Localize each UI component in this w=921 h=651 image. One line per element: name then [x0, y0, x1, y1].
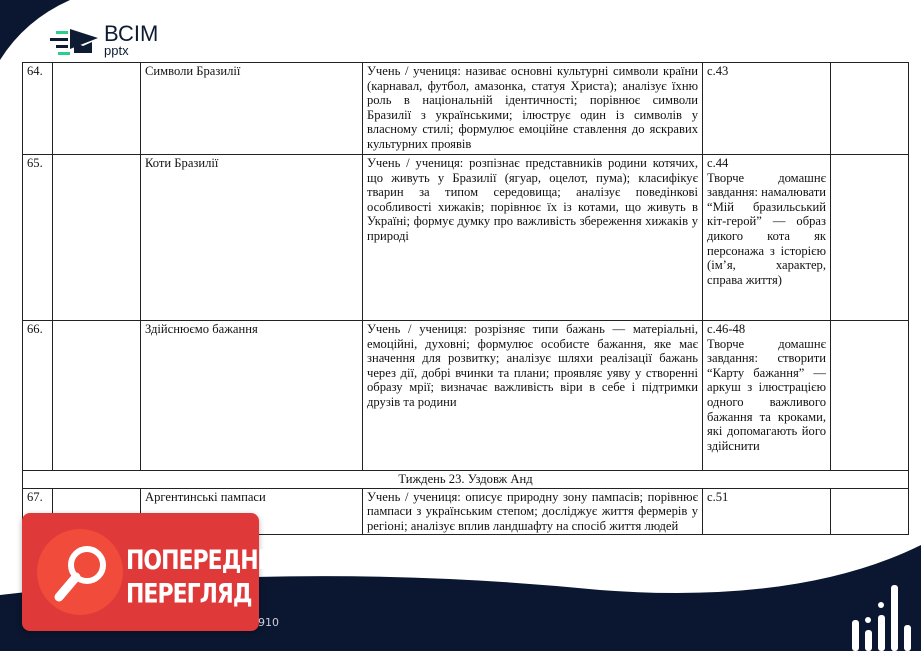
lesson-page: с.51 — [703, 488, 831, 535]
lesson-page: с.46-48 Творче домашнє завдання: створити “Карту бажання” — аркуш з ілюстрацією одного важливого бажання та кроками, які допомагають його здійснити — [703, 321, 831, 471]
table-row — [23, 155, 909, 321]
lesson-topic: Символи Бразилії — [141, 63, 363, 155]
homework-task: Творче домашнє завдання: створити “Карту бажання” — аркуш з ілюстрацією одного важливого бажання та кроками, які допомагають його здійснити — [707, 336, 826, 453]
lesson-page: с.44 Творче домашнє завдання: намалювати “Мій бразильський кіт-герой” — образ дикого кота як персонажа з історією (ім’я, характер, справа життя) — [703, 155, 831, 321]
preview-line-1: ПОПЕРЕДНІЙ — [126, 546, 283, 577]
lesson-number: 66. — [23, 321, 53, 471]
lesson-page: с.43 — [703, 63, 831, 155]
lesson-outcomes: Учень / учениця: описує природну зону пампасів; порівнює пампаси з українським степом; досліджує життя фермерів у регіоні; аналізує вплив ландшафту на спосіб життя людей — [363, 488, 703, 535]
preview-line-2: ПЕРЕГЛЯД — [126, 579, 252, 610]
lesson-outcomes: Учень / учениця: розпізнає представників родини котячих, що живуть у Бразилії (ягуар, оцелот, пума); класифікує тварин за типом середовища; аналізує поведінкові особливості хижаків; порівнює їх із котами, що живуть в Україні; формує думку про важливість збереження хижаків у природі — [363, 155, 703, 321]
lesson-number: 65. — [23, 155, 53, 321]
lesson-number: 64. — [23, 63, 53, 155]
week-header-row — [23, 471, 909, 489]
logo — [48, 21, 159, 58]
table-row — [23, 321, 909, 471]
lesson-outcomes: Учень / учениця: розрізняє типи бажань — матеріальні, емоційні, духовні; формулює особисте бажання, яке має значення для розвитку; аналізує шляхи реалізації бажань через дії, добрі вчинки та плани; проявляє уяву у створенні образу мрії; визначає важливість віри в себе і підтримки друзів та родини — [363, 321, 703, 471]
lesson-topic: Аргентинські пампаси — [141, 488, 363, 535]
lesson-outcomes: Учень / учениця: називає основні культурні символи країни (карнавал, футбол, амазонка, статуя Христа); аналізує їхню роль в національній ідентичності; порівнює символи Бразилії з українськими; ілюструє один із символів у власному стилі; формулює емоційне ставлення до яскравих культурних проявів — [363, 63, 703, 155]
magnifier-icon — [37, 529, 123, 615]
page-number: 910 — [258, 616, 279, 629]
lesson-topic: Здійснюємо бажання — [141, 321, 363, 471]
lesson-topic: Коти Бразилії — [141, 155, 363, 321]
logo-subtitle: pptx — [104, 43, 129, 58]
homework-task: Творче домашнє завдання: намалювати “Мій бразильський кіт-герой” — образ дикого кота як персонажа з історією (ім’я, характер, справа життя) — [707, 170, 827, 287]
logo-title: ВСІМ — [104, 21, 159, 46]
lesson-number: 67. — [23, 488, 53, 535]
week-title: Тиждень 23. Уздовж Анд — [23, 471, 909, 489]
graduation-cap-icon — [48, 25, 100, 57]
lesson-plan-table — [22, 62, 909, 535]
table-row — [23, 63, 909, 155]
